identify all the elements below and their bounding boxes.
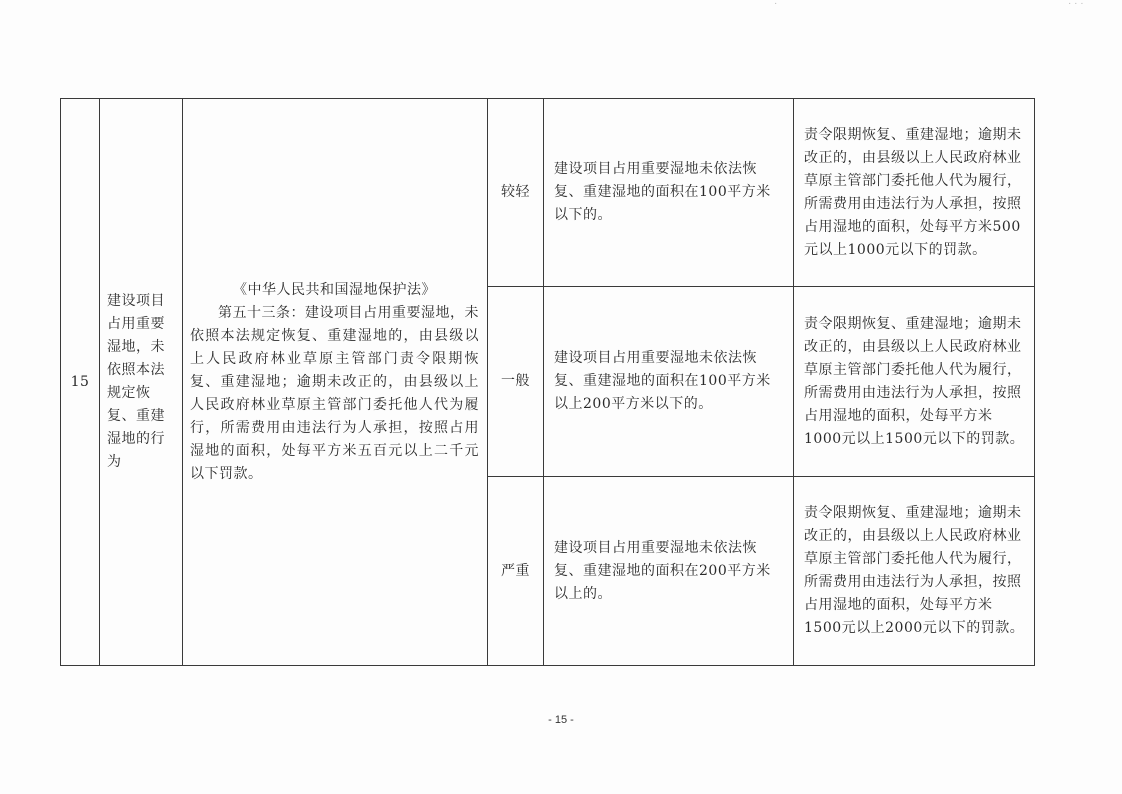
violation-condition: 建设项目占用重要湿地未依法恢复、重建湿地的面积在100平方米以上200平方米以下的。 bbox=[544, 287, 794, 477]
page-number: - 15 - bbox=[548, 714, 574, 726]
severity-level: 较轻 bbox=[488, 99, 544, 287]
severity-level: 一般 bbox=[488, 287, 544, 477]
violation-condition: 建设项目占用重要湿地未依法恢复、重建湿地的面积在100平方米以下的。 bbox=[544, 99, 794, 287]
severity-level: 严重 bbox=[488, 477, 544, 666]
penalty-standard: 责令限期恢复、重建湿地；逾期未改正的，由县级以上人民政府林业草原主管部门委托他人代为履行，所需费用由违法行为人承担，按照占用湿地的面积，处每平方米1500元以上2000元以下的罚款。 bbox=[794, 477, 1035, 666]
penalty-standard: 责令限期恢复、重建湿地；逾期未改正的，由县级以上人民政府林业草原主管部门委托他人代为履行，所需费用由违法行为人承担，按照占用湿地的面积，处每平方米500元以上1000元以下的罚款。 bbox=[794, 99, 1035, 287]
scan-artifact-icon: · · · bbox=[1068, 0, 1084, 9]
penalty-standard-table bbox=[60, 98, 1035, 666]
violation-condition: 建设项目占用重要湿地未依法恢复、重建湿地的面积在200平方米以上的。 bbox=[544, 477, 794, 666]
law-title: 《中华人民共和国湿地保护法》 bbox=[233, 281, 436, 298]
violation-item: 建设项目占用重要湿地，未依照本法规定恢复、重建湿地的行为 bbox=[100, 99, 183, 666]
row-number: 15 bbox=[61, 99, 100, 666]
table-row bbox=[61, 99, 1035, 287]
scan-artifact-icon: · bbox=[774, 0, 778, 9]
legal-basis bbox=[183, 99, 488, 666]
penalty-standard: 责令限期恢复、重建湿地；逾期未改正的，由县级以上人民政府林业草原主管部门委托他人代为履行，所需费用由违法行为人承担，按照占用湿地的面积，处每平方米1000元以上1500元以下的罚款。 bbox=[794, 287, 1035, 477]
law-article-text: 第五十三条：建设项目占用重要湿地，未依照本法规定恢复、重建湿地的，由县级以上人民政府林业草原主管部门责令限期恢复、重建湿地；逾期未改正的，由县级以上人民政府林业草原主管部门委托他人代为履行，所需费用由违法行为人承担，按照占用湿地的面积，处每平方米五百元以上二千元以下罚款。 bbox=[190, 304, 479, 482]
